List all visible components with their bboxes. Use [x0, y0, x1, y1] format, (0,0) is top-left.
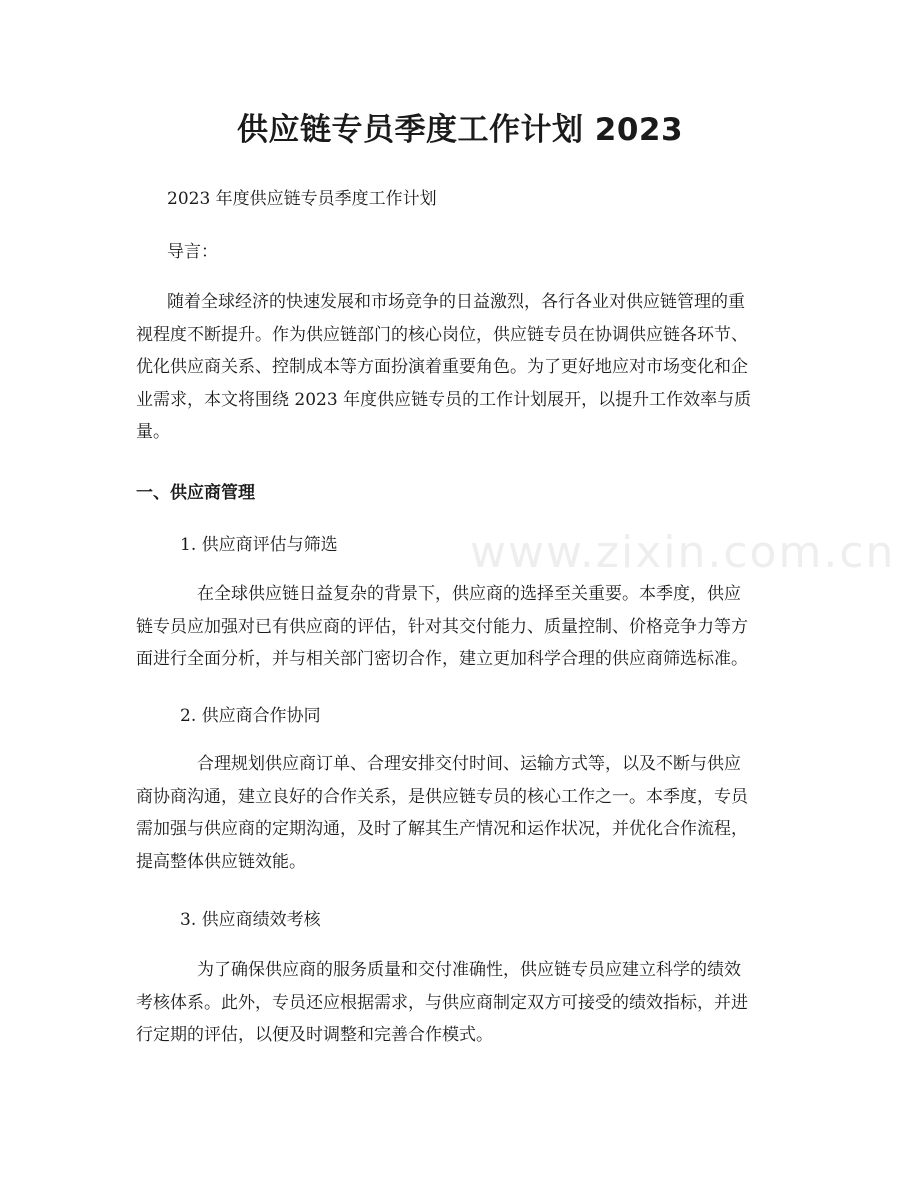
- item-paragraph-supplier-evaluation: [136, 578, 784, 676]
- item-line: 需加强与供应商的定期沟通，及时了解其生产情况和运作状况，并优化合作流程，: [136, 819, 748, 839]
- intro-paragraph: [136, 286, 784, 449]
- item-line: 合理规划供应商订单、合理安排交付时间、运输方式等，以及不断与供应: [197, 754, 741, 774]
- watermark: www.zixin.com.cn: [470, 527, 896, 578]
- item-paragraph-supplier-performance: [136, 954, 784, 1052]
- intro-line: 视程度不断提升。作为供应链部门的核心岗位，供应链专员在协调供应链各环节、: [136, 324, 748, 345]
- intro-line: 优化供应商关系、控制成本等方面扮演着重要角色。为了更好地应对市场变化和企: [136, 357, 748, 377]
- document-title: 供应链专员季度工作计划 2023: [236, 112, 684, 148]
- intro-line: 随着全球经济的快速发展和市场竞争的日益激烈，各行各业对供应链管理的重: [167, 292, 745, 312]
- item-heading-supplier-evaluation: 1. 供应商评估与筛选: [180, 535, 338, 555]
- section-heading-supplier-management: 一、供应商管理: [136, 483, 255, 503]
- item-line: 链专员应加强对已有供应商的评估，针对其交付能力、质量控制、价格竞争力等方: [136, 616, 748, 637]
- item-line: 为了确保供应商的服务质量和交付准确性，供应链专员应建立科学的绩效: [197, 960, 741, 980]
- item-line: 考核体系。此外，专员还应根据需求，与供应商制定双方可接受的绩效指标，并进: [136, 992, 748, 1013]
- subtitle-line: 2023 年度供应链专员季度工作计划: [167, 189, 437, 209]
- intro-label: 导言：: [167, 242, 218, 262]
- item-line: 行定期的评估，以便及时调整和完善合作模式。: [136, 1025, 493, 1045]
- item-line: 提高整体供应链效能。: [136, 851, 306, 872]
- item-line: 在全球供应链日益复杂的背景下，供应商的选择至关重要。本季度，供应: [197, 584, 741, 604]
- intro-line: 业需求，本文将围绕 2023 年度供应链专员的工作计划展开，以提升工作效率与质: [136, 389, 752, 410]
- item-heading-supplier-cooperation: 2. 供应商合作协同: [180, 706, 321, 726]
- item-line: 商协商沟通，建立良好的合作关系，是供应链专员的核心工作之一。本季度，专员: [136, 786, 748, 807]
- intro-line: 量。: [136, 422, 170, 442]
- item-line: 面进行全面分析，并与相关部门密切合作，建立更加科学合理的供应商筛选标准。: [136, 649, 748, 669]
- item-heading-supplier-performance: 3. 供应商绩效考核: [180, 910, 321, 930]
- item-paragraph-supplier-cooperation: [136, 748, 784, 878]
